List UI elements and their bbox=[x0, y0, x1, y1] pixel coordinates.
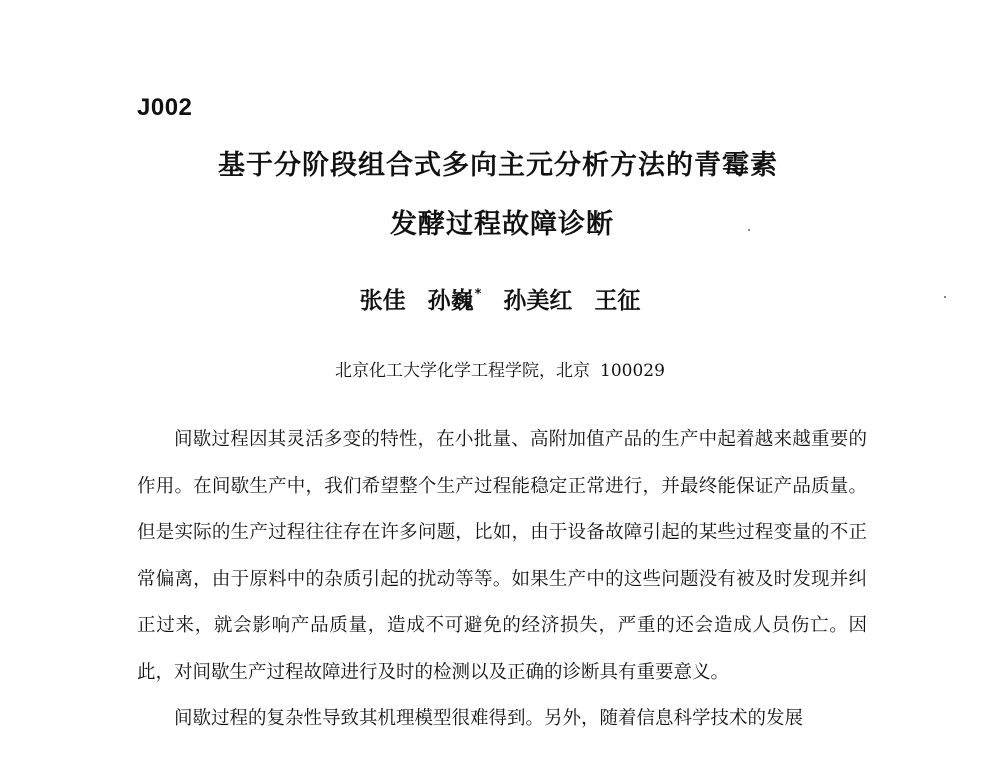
author bbox=[594, 282, 640, 315]
author bbox=[428, 282, 482, 315]
corresponding-author-mark: * bbox=[474, 287, 482, 302]
author-name: 王征 bbox=[594, 288, 641, 314]
scan-speck bbox=[944, 296, 946, 298]
author-name: 孙巍 bbox=[427, 288, 474, 314]
affiliation-postcode: 100029 bbox=[600, 361, 665, 381]
scan-speck bbox=[748, 229, 750, 231]
affiliation bbox=[0, 356, 1000, 381]
paper-title-line-2: 发酵过程故障诊断 bbox=[390, 209, 614, 240]
body-paragraph-2: 间歇过程的复杂性导致其机理模型很难得到。另外，随着信息科学技术的发展 bbox=[174, 708, 804, 729]
affiliation-institution: 北京化工大学化学工程学院，北京 bbox=[335, 361, 591, 381]
author-name: 孙美红 bbox=[503, 288, 573, 314]
body-text bbox=[137, 417, 867, 743]
paper-title-line-1: 基于分阶段组合式多向主元分析方法的青霉素 bbox=[218, 150, 778, 181]
author-name: 张佳 bbox=[359, 288, 406, 314]
author bbox=[503, 282, 572, 315]
paper-id: J002 bbox=[137, 94, 193, 121]
author bbox=[360, 282, 406, 315]
author-list bbox=[0, 282, 1000, 315]
body-paragraph-1: 间歇过程因其灵活多变的特性，在小批量、高附加值产品的生产中起着越来越重要的作用。在间歇生产中，我们希望整个生产过程能稳定正常进行，并最终能保证产品质量。但是实际的生产过程往往存在许多问题，比如，由于设备故障引起的某些过程变量的不正常偏离，由于原料中的杂质引起的扰动等等。如果生产中的这些问题没有被及时发现并纠正过来，就会影响产品质量，造成不可避免的经济损失，严重的还会造成人员伤亡。因此，对间歇生产过程故障进行及时的检测以及正确的诊断具有重要意义。 bbox=[137, 429, 867, 683]
